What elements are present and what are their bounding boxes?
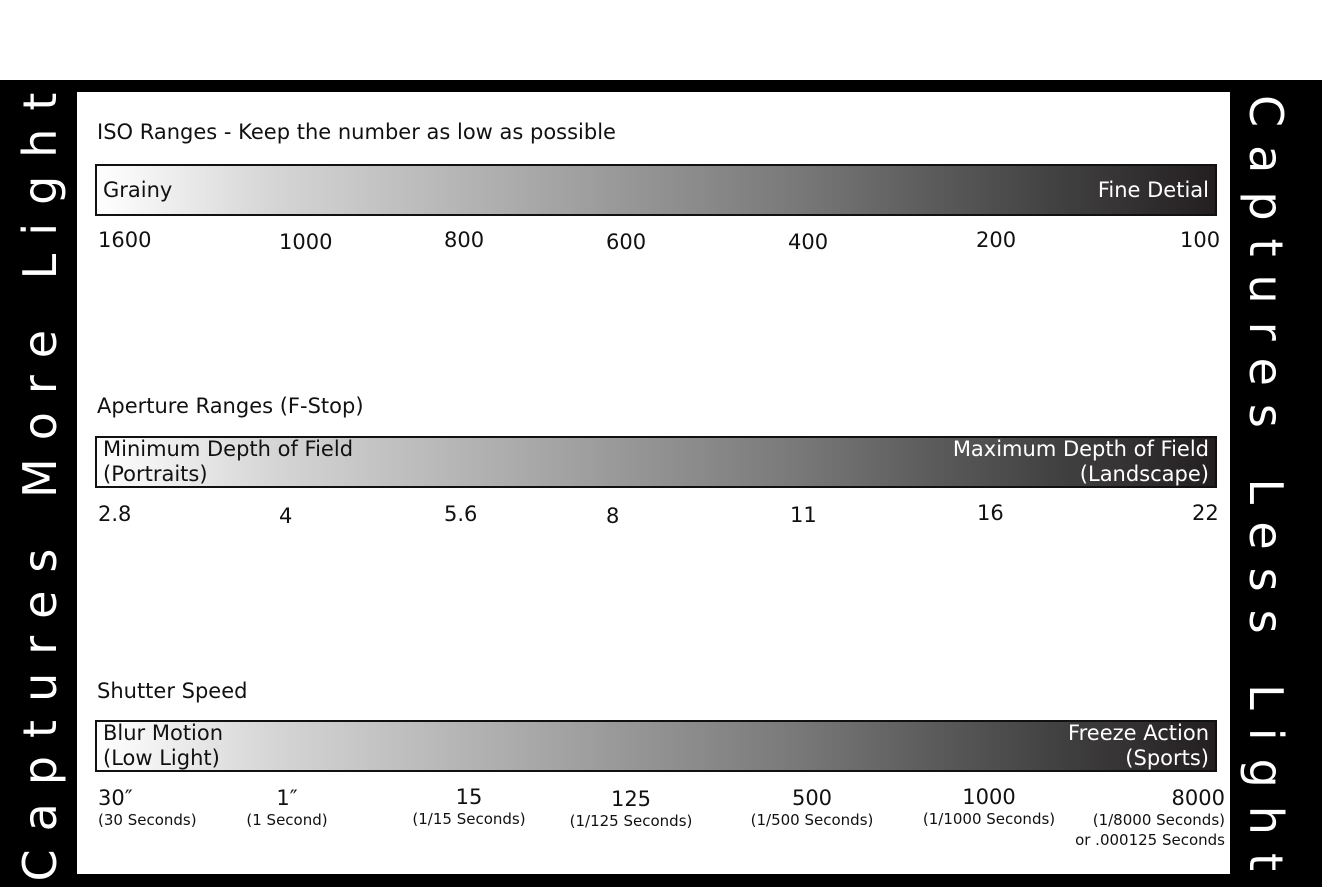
shutter-tick-8000-sub: (1/8000 Seconds) (1092, 811, 1225, 829)
captures-less-light-label: Captures Less Light (1239, 95, 1293, 889)
shutter-left-label (103, 722, 223, 770)
iso-title: ISO Ranges - Keep the number as low as possible (97, 120, 616, 144)
aperture-tick-2-8: 2.8 (98, 502, 132, 526)
shutter-tick-8000-sub2: or .000125 Seconds (1075, 831, 1225, 849)
shutter-right-line1: Freeze Action (1068, 721, 1209, 745)
shutter-right-label (1068, 722, 1209, 770)
aperture-left-label (103, 438, 353, 486)
shutter-tick-1s-value: 1″ (276, 786, 298, 810)
iso-tick-800: 800 (444, 228, 485, 252)
aperture-right-line1: Maximum Depth of Field (952, 437, 1209, 461)
aperture-tick-5-6: 5.6 (444, 502, 478, 526)
aperture-tick-22: 22 (1192, 501, 1219, 525)
shutter-tick-1s (246, 786, 327, 830)
shutter-tick-8000-value: 8000 (1171, 786, 1225, 810)
shutter-tick-30s-value: 30″ (98, 786, 133, 810)
iso-tick-200: 200 (976, 228, 1017, 252)
shutter-gradient-bar (95, 720, 1217, 772)
aperture-tick-11: 11 (790, 503, 817, 527)
shutter-tick-1000 (923, 785, 1055, 829)
shutter-right-line2: (Sports) (1125, 746, 1209, 770)
shutter-title: Shutter Speed (97, 679, 248, 703)
shutter-left-line1: Blur Motion (103, 721, 224, 745)
shutter-tick-1000-sub: (1/1000 Seconds) (922, 810, 1056, 828)
iso-tick-100: 100 (1180, 228, 1221, 252)
shutter-tick-8000 (1075, 786, 1225, 850)
shutter-tick-15-value: 15 (455, 785, 483, 809)
aperture-title: Aperture Ranges (F-Stop) (97, 394, 364, 418)
shutter-tick-500 (751, 786, 874, 830)
aperture-right-label (953, 438, 1209, 486)
shutter-tick-15 (412, 785, 525, 829)
shutter-tick-500-sub: (1/500 Seconds) (750, 811, 874, 829)
aperture-left-line2: (Portraits) (103, 462, 208, 486)
shutter-tick-15-sub: (1/15 Seconds) (412, 810, 526, 828)
aperture-right-line2: (Landscape) (1079, 462, 1209, 486)
aperture-tick-16: 16 (977, 501, 1004, 525)
shutter-tick-500-value: 500 (791, 786, 833, 810)
iso-gradient-bar (95, 164, 1217, 216)
aperture-tick-4: 4 (279, 504, 293, 528)
shutter-tick-30s (98, 786, 197, 830)
iso-tick-600: 600 (606, 230, 647, 254)
iso-right-text: Fine Detial (1097, 177, 1209, 202)
iso-left-label (103, 166, 172, 214)
aperture-tick-8: 8 (606, 504, 620, 528)
iso-tick-1600: 1600 (98, 228, 152, 252)
shutter-tick-125 (570, 787, 693, 831)
captures-more-light-label: Captures More Light (13, 74, 67, 882)
shutter-tick-1000-value: 1000 (962, 785, 1016, 809)
iso-tick-1000: 1000 (279, 230, 333, 254)
iso-left-text: Grainy (103, 177, 173, 202)
iso-tick-400: 400 (788, 230, 829, 254)
shutter-tick-1s-sub: (1 Second) (246, 811, 328, 829)
shutter-tick-125-sub: (1/125 Seconds) (569, 812, 693, 830)
iso-right-label (1098, 166, 1209, 214)
aperture-gradient-bar (95, 436, 1217, 488)
aperture-left-line1: Minimum Depth of Field (103, 437, 354, 461)
shutter-left-line2: (Low Light) (103, 746, 220, 770)
shutter-tick-30s-sub: (30 Seconds) (98, 811, 197, 829)
shutter-tick-125-value: 125 (610, 787, 652, 811)
